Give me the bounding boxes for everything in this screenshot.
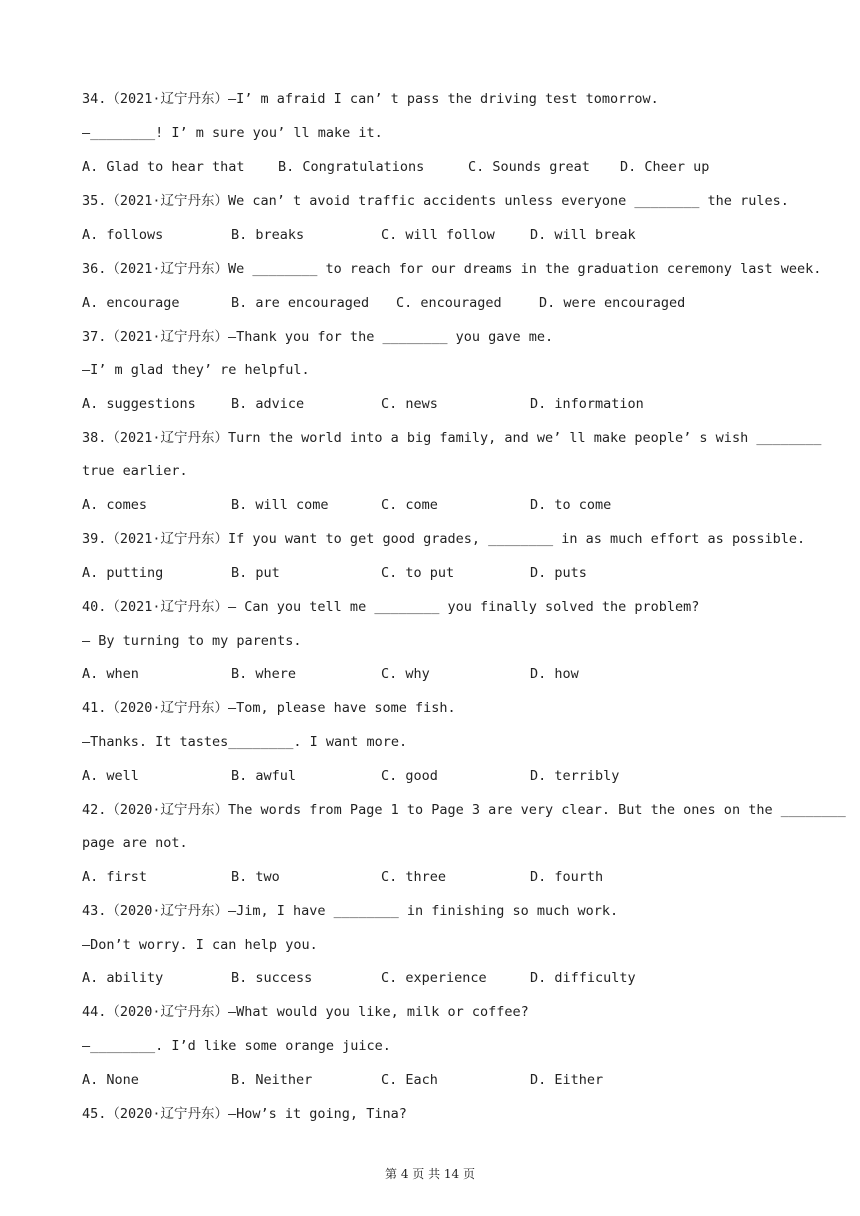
option-39-b: B. put (231, 565, 280, 581)
question-42-stem-cont: page are not. (82, 835, 188, 851)
question-34-reply: —________! I’ m sure you’ ll make it. (82, 125, 383, 141)
question-44-stem: 44.（2020·辽宁丹东）—What would you like, milk or coffee? (82, 1004, 529, 1020)
question-36-stem: 36.（2021·辽宁丹东）We ________ to reach for our dreams in the graduation ceremony last week. (82, 261, 822, 277)
question-37-reply: —I’ m glad they’ re helpful. (82, 362, 310, 378)
option-34-a: A. Glad to hear that (82, 159, 245, 175)
option-43-b: B. success (231, 970, 313, 986)
option-36-d: D. were encouraged (539, 295, 686, 311)
option-40-d: D. how (530, 666, 579, 682)
page-footer: 第 4 页 共 14 页 (385, 1167, 475, 1181)
option-41-b: B. awful (231, 768, 297, 784)
option-42-c: C. three (381, 869, 447, 885)
question-45-stem: 45.（2020·辽宁丹东）—How’s it going, Tina? (82, 1106, 407, 1122)
question-39-stem: 39.（2021·辽宁丹东）If you want to get good grades, ________ in as much effort as possible. (82, 531, 806, 547)
question-44-reply: —________. I’d like some orange juice. (82, 1038, 391, 1054)
option-34-d: D. Cheer up (620, 159, 710, 175)
option-44-d: D. Either (530, 1072, 604, 1088)
option-39-a: A. putting (82, 565, 164, 581)
option-44-b: B. Neither (231, 1072, 313, 1088)
option-38-d: D. to come (530, 497, 612, 513)
option-40-a: A. when (82, 666, 139, 682)
option-38-a: A. comes (82, 497, 148, 513)
option-38-b: B. will come (231, 497, 329, 513)
question-38-stem-cont: true earlier. (82, 463, 188, 479)
option-35-d: D. will break (530, 227, 636, 243)
option-35-b: B. breaks (231, 227, 305, 243)
option-35-c: C. will follow (381, 227, 495, 243)
option-37-d: D. information (530, 396, 644, 412)
option-37-b: B. advice (231, 396, 305, 412)
option-44-c: C. Each (381, 1072, 438, 1088)
option-36-b: B. are encouraged (231, 295, 370, 311)
option-43-a: A. ability (82, 970, 164, 986)
option-39-d: D. puts (530, 565, 587, 581)
option-37-c: C. news (381, 396, 438, 412)
option-34-b: B. Congratulations (278, 159, 425, 175)
question-43-reply: —Don’t worry. I can help you. (82, 937, 318, 953)
question-37-stem: 37.（2021·辽宁丹东）—Thank you for the ________ you gave me. (82, 329, 554, 345)
option-41-a: A. well (82, 768, 139, 784)
question-40-stem: 40.（2021·辽宁丹东）— Can you tell me ________ you finally solved the problem? (82, 599, 700, 615)
option-43-c: C. experience (381, 970, 487, 986)
question-42-stem: 42.（2020·辽宁丹东）The words from Page 1 to Page 3 are very clear. But the ones on the ________ (82, 802, 846, 818)
option-38-c: C. come (381, 497, 438, 513)
option-40-c: C. why (381, 666, 430, 682)
option-40-b: B. where (231, 666, 297, 682)
option-44-a: A. None (82, 1072, 139, 1088)
option-36-a: A. encourage (82, 295, 180, 311)
question-40-reply: — By turning to my parents. (82, 633, 302, 649)
option-42-b: B. two (231, 869, 280, 885)
option-39-c: C. to put (381, 565, 455, 581)
question-34-stem: 34.（2021·辽宁丹东）—I’ m afraid I can’ t pass the driving test tomorrow. (82, 91, 659, 107)
option-42-d: D. fourth (530, 869, 604, 885)
option-41-d: D. terribly (530, 768, 620, 784)
option-41-c: C. good (381, 768, 438, 784)
option-34-c: C. Sounds great (468, 159, 590, 175)
question-38-stem: 38.（2021·辽宁丹东）Turn the world into a big family, and we’ ll make people’ s wish ________ (82, 430, 822, 446)
question-41-stem: 41.（2020·辽宁丹东）—Tom, please have some fish. (82, 700, 456, 716)
option-37-a: A. suggestions (82, 396, 196, 412)
question-35-stem: 35.（2021·辽宁丹东）We can’ t avoid traffic accidents unless everyone ________ the rules. (82, 193, 789, 209)
option-36-c: C. encouraged (396, 295, 502, 311)
question-43-stem: 43.（2020·辽宁丹东）—Jim, I have ________ in finishing so much work. (82, 903, 619, 919)
option-42-a: A. first (82, 869, 148, 885)
option-43-d: D. difficulty (530, 970, 636, 986)
option-35-a: A. follows (82, 227, 164, 243)
question-41-reply: —Thanks. It tastes________. I want more. (82, 734, 408, 750)
